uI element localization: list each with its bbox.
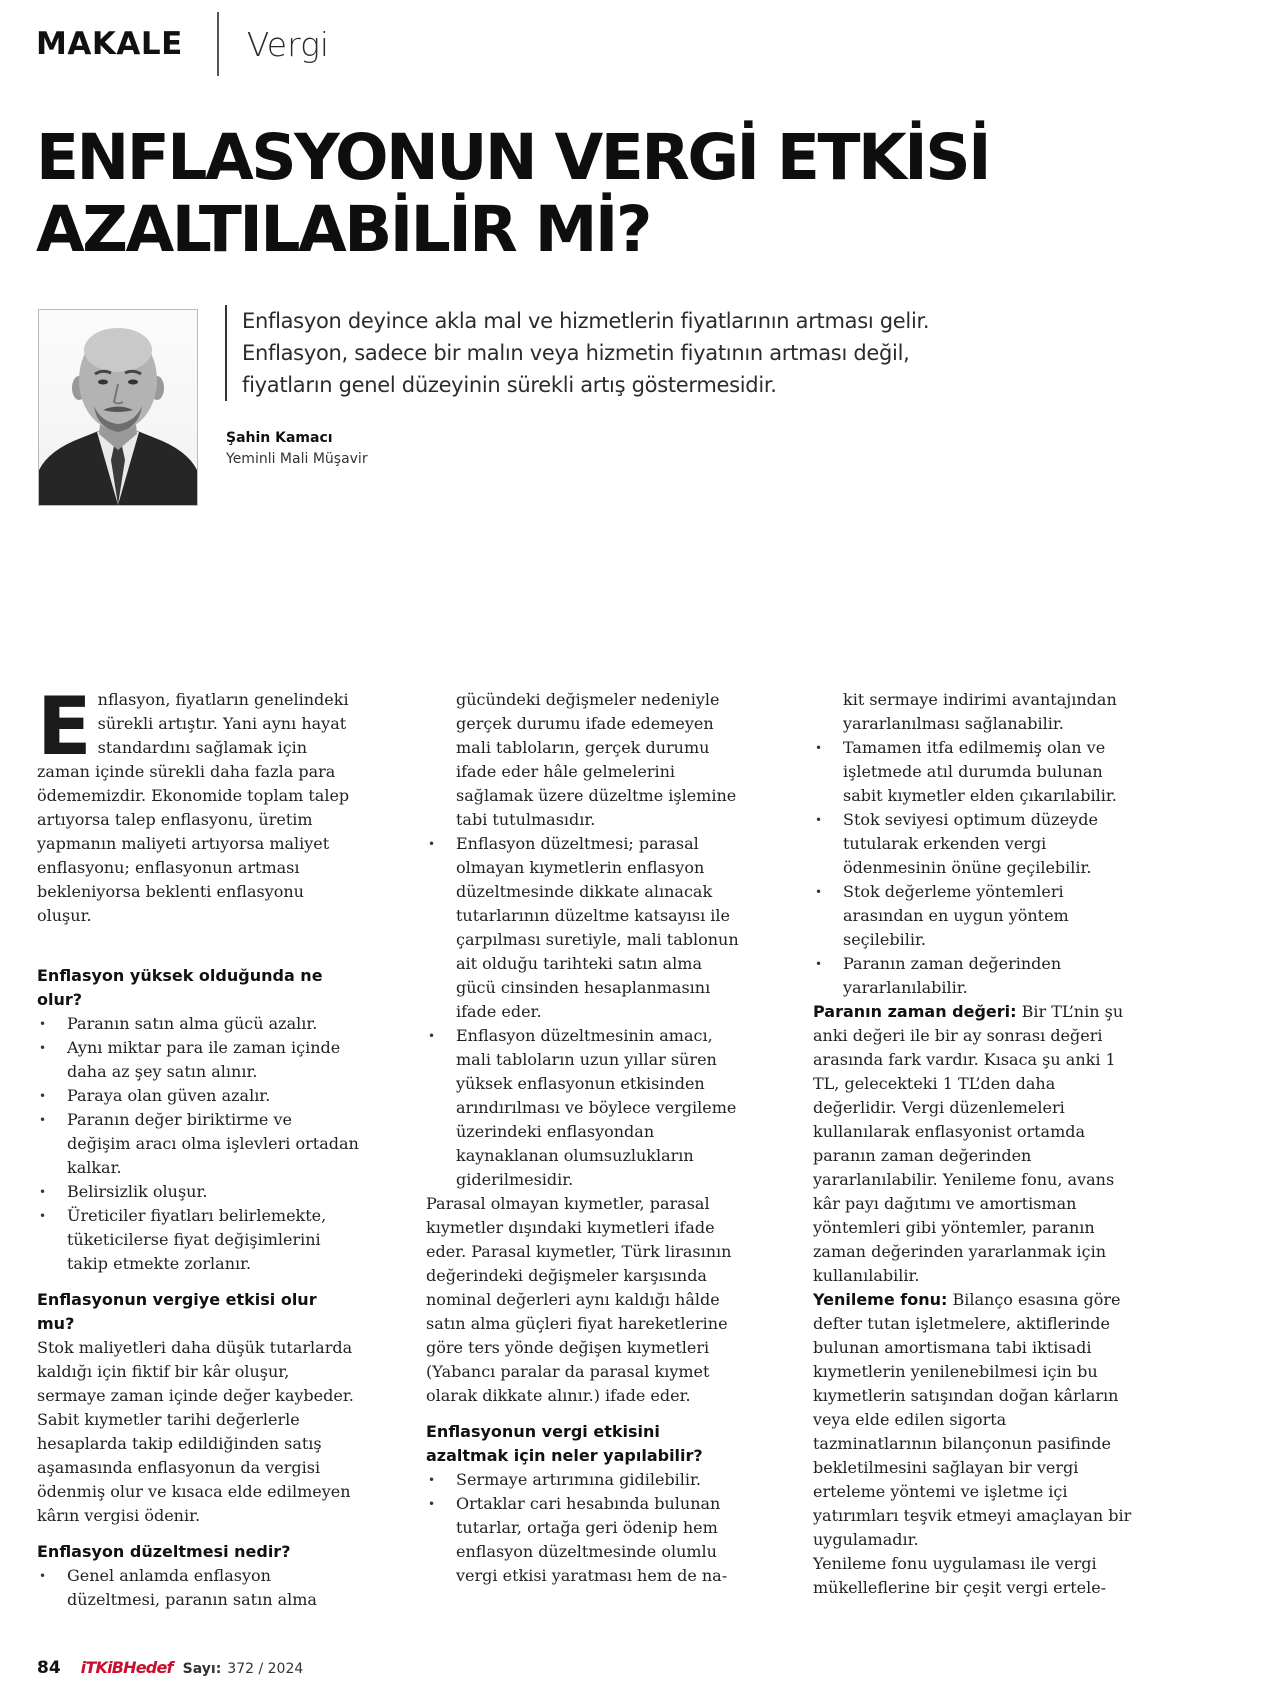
title-line: ENFLASYONUN VERGİ ETKİSİ [36,121,990,194]
section-header [36,18,329,70]
column-1 [37,680,359,1612]
body-paragraph [813,1288,1133,1552]
article-title [36,122,989,266]
bullet-list [813,736,1133,1000]
section-name: Vergi [246,24,330,64]
magazine-logo: iTKiBHedef [80,1658,173,1677]
drop-cap: E [37,680,92,773]
subheading: Enflasyonun vergi etkisini azaltmak için neler yapılabilir? [426,1422,703,1465]
paragraph-lead-in: Paranın zaman değeri: [813,1002,1017,1021]
page-number: 84 [37,1658,61,1678]
lead-line: Enflasyon, sadece bir malın veya hizmetin fiyatının artması değil, [242,341,910,365]
lead-line: fiyatların genel düzeyinin sürekli artış göstermesidir. [242,373,777,397]
bullet-list [426,1468,746,1588]
list-item: • Üreticiler fiyatları belirlemekte, tüketicilerse fiyat değişimlerini takip etmekte zorlanır. [37,1204,359,1276]
column-3 [813,688,1133,1600]
issue-value: 372 / 2024 [227,1661,304,1677]
section-label: MAKALE [36,26,183,62]
paragraph-lead-in: Yenileme fonu: [813,1290,948,1309]
lead-quote [225,305,982,401]
list-item: • Enflasyon düzeltmesi; parasal olmayan kıymetlerin enflasyon düzeltmesinde dikkate alınacak tutarlarının düzeltme katsayısı ile çarpılması suretiyle, mali tablonun ait olduğu tarihteki satın alma gücü cinsinden hesaplanmasını ifade eder. [426,832,746,1024]
body-paragraph [813,1000,1133,1288]
bullet-list [426,832,746,1192]
body-paragraph: kit sermaye indirimi avantajından yararlanılması sağlanabilir. [843,690,1117,733]
author-photo [38,309,198,506]
list-item: • Stok seviyesi optimum düzeyde tutularak erkenden vergi ödenmesinin önüne geçilebilir. [813,808,1133,880]
page-footer [37,1658,303,1678]
title-line: AZALTILABİLİR Mİ? [36,193,650,266]
intro-text: nflasyon, fiyatların genelindeki sürekli artıştır. Yani aynı hayat standardını sağlamak için zaman içinde sürekli daha fazla para ödememizdir. Ekonomide toplam talep artıyorsa talep enflasyonu, üretim yapmanın maliyeti artıyorsa maliyet enflasyonu; enflasyonun artması bekleniyorsa beklenti enflasyonu oluşur. [37,690,350,925]
column-2 [426,688,746,1588]
issue-label: Sayı: [182,1661,222,1677]
body-paragraph: Parasal olmayan kıymetler, parasal kıymetler dışındaki kıymetleri ifade eder. Parasal kıymetler, Türk lirasının değerindeki değişmeler karşısında nominal değerleri aynı kaldığı hâlde satın alma güçleri fiyat hareketlerine göre ters yönde değişen kıymetleri (Yabancı paralar da parasal kıymet olarak dikkate alınır.) ifade eder. [426,1194,732,1405]
list-item: • Tamamen itfa edilmemiş olan ve işletmede atıl durumda bulunan sabit kıymetler elden çıkarılabilir. [813,736,1133,808]
paragraph-text: Bilanço esasına göre defter tutan işletmelere, aktiflerinde bulunan amortismana tabi iktisadi kıymetlerin yenilenebilmesi için bu kıymetlerin satışından doğan kârların veya elde edilen sigorta tazminatlarının bilançonun pasifinde bekletilmesini sağlayan bir vergi erteleme yöntemi ve işletme içi yatırımları teşvik etmeyi amaçlayan bir uygulamadır. [813,1290,1132,1549]
author-name: Şahin Kamacı [226,430,333,446]
list-item: • Paranın satın alma gücü azalır. [37,1012,359,1036]
list-item: • Belirsizlik oluşur. [37,1180,359,1204]
subheading: Enflasyonun vergiye etkisi olur mu? [37,1290,317,1333]
author-role: Yeminli Mali Müşavir [226,451,368,467]
paragraph-text: Bir TL’nin şu anki değeri ile bir ay sonrası değeri arasında fark vardır. Kısaca şu anki 1 TL, gelecekteki 1 TL’den daha değerlidir. Vergi düzenlemeleri kullanılarak enflasyonist ortamda paranın zaman değerinden yararlanılabilir. Yenileme fonu, avans kâr payı dağıtımı ve amortisman yöntemleri gibi yöntemler, paranın zaman değerinden yararlanmak için kullanılabilir. [813,1002,1124,1285]
bullet-list [37,1012,359,1276]
subheading: Enflasyon yüksek olduğunda ne olur? [37,966,323,1009]
lead-line: Enflasyon deyince akla mal ve hizmetlerin fiyatlarının artması gelir. [242,309,930,333]
section-divider [217,12,219,76]
body-paragraph: gücündeki değişmeler nedeniyle gerçek durumu ifade edemeyen mali tabloların, gerçek durumu ifade eder hâle gelmelerini sağlamak üzere düzeltme işlemine tabi tutulmasıdır. [456,690,737,829]
subheading: Enflasyon düzeltmesi nedir? [37,1542,291,1561]
portrait-image [39,310,197,505]
body-paragraph: Stok maliyetleri daha düşük tutarlarda kaldığı için fiktif bir kâr oluşur, sermaye zaman içinde değer kaybeder. Sabit kıymetler tarihi değerlerle hesaplarda takip edildiğinden satış aşamasında enflasyonun da vergisi ödenmiş olur ve kısaca elde edilmeyen kârın vergisi ödenir. [37,1338,354,1525]
list-item: • Ortaklar cari hesabında bulunan tutarlar, ortağa geri ödenip hem enflasyon düzeltmesinde olumlu vergi etkisi yaratması hem de na- [426,1492,746,1588]
list-item: • Paranın zaman değerinden yararlanılabilir. [813,952,1133,1000]
list-item: • Enflasyon düzeltmesinin amacı, mali tabloların uzun yıllar süren yüksek enflasyonun etkisinden arındırılması ve böylece vergileme üzerindeki enflasyondan kaynaklanan olumsuzlukların giderilmesidir. [426,1024,746,1192]
body-paragraph: Yenileme fonu uygulaması ile vergi mükelleflerine bir çeşit vergi ertele- [813,1554,1107,1597]
list-item: • Sermaye artırımına gidilebilir. [426,1468,746,1492]
list-item: • Genel anlamda enflasyon düzeltmesi, paranın satın alma [37,1564,359,1612]
intro-paragraph [37,680,359,928]
list-item: • Stok değerleme yöntemleri arasından en uygun yöntem seçilebilir. [813,880,1133,952]
bullet-list [37,1564,359,1612]
author-info [226,428,368,470]
list-item: • Paranın değer biriktirme ve değişim aracı olma işlevleri ortadan kalkar. [37,1108,359,1180]
list-item: • Paraya olan güven azalır. [37,1084,359,1108]
list-item: • Aynı miktar para ile zaman içinde daha az şey satın alınır. [37,1036,359,1084]
